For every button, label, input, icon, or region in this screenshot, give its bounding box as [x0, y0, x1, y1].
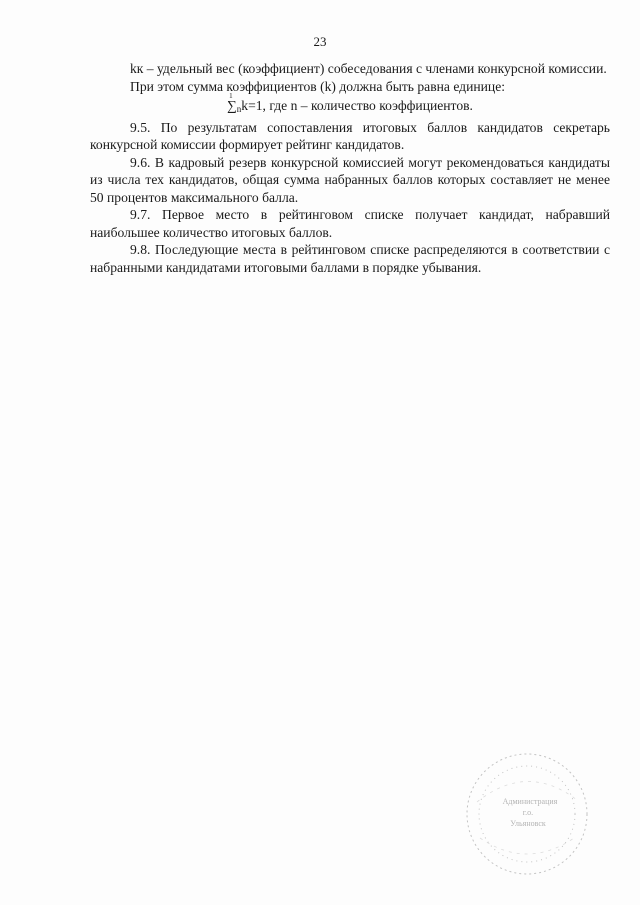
stamp-line-2: г.о. [522, 808, 534, 817]
paragraph-sum-condition: При этом сумма коэффициентов (k) должна быть равна единице: [130, 78, 506, 94]
page-number: 23 [313, 34, 327, 49]
official-stamp [462, 742, 592, 882]
formula-expression: k=1, где n – количество коэффициентов. [241, 98, 473, 113]
formula-superscript: 1 [229, 92, 233, 100]
formula-subscript: n [236, 104, 242, 114]
paragraph-9-5: 9.5. По результатам сопоставления итоговых баллов кандидатов секретарь конкурсной комиссии формирует рейтинг кандидатов. [90, 119, 610, 152]
formula-line [90, 92, 610, 119]
stamp-line-3: Ульяновск [510, 819, 546, 828]
paragraph-coefficient-definition: kк – удельный вес (коэффициент) собеседования с членами конкурсной комиссии. [130, 61, 607, 76]
paragraph-9-7: 9.7. Первое место в рейтинговом списке получает кандидат, набравший наибольшее количество итоговых баллов. [90, 207, 610, 240]
stamp-seal-icon [462, 742, 592, 882]
paragraph-9-8: 9.8. Последующие места в рейтинговом списке распределяются в соответствии с набранными кандидатами итоговыми баллами в порядке убывания. [90, 242, 610, 275]
sum-symbol: ∑ 1 [227, 97, 237, 115]
paragraph-9-6: 9.6. В кадровый резерв конкурсной комиссией могут рекомендоваться кандидаты из числа тех кандидатов, общая сумма набранных баллов которых составляет не менее 50 процентов максимального балла. [90, 154, 610, 205]
document-body [90, 60, 610, 276]
stamp-line-1: Администрация [502, 797, 558, 806]
